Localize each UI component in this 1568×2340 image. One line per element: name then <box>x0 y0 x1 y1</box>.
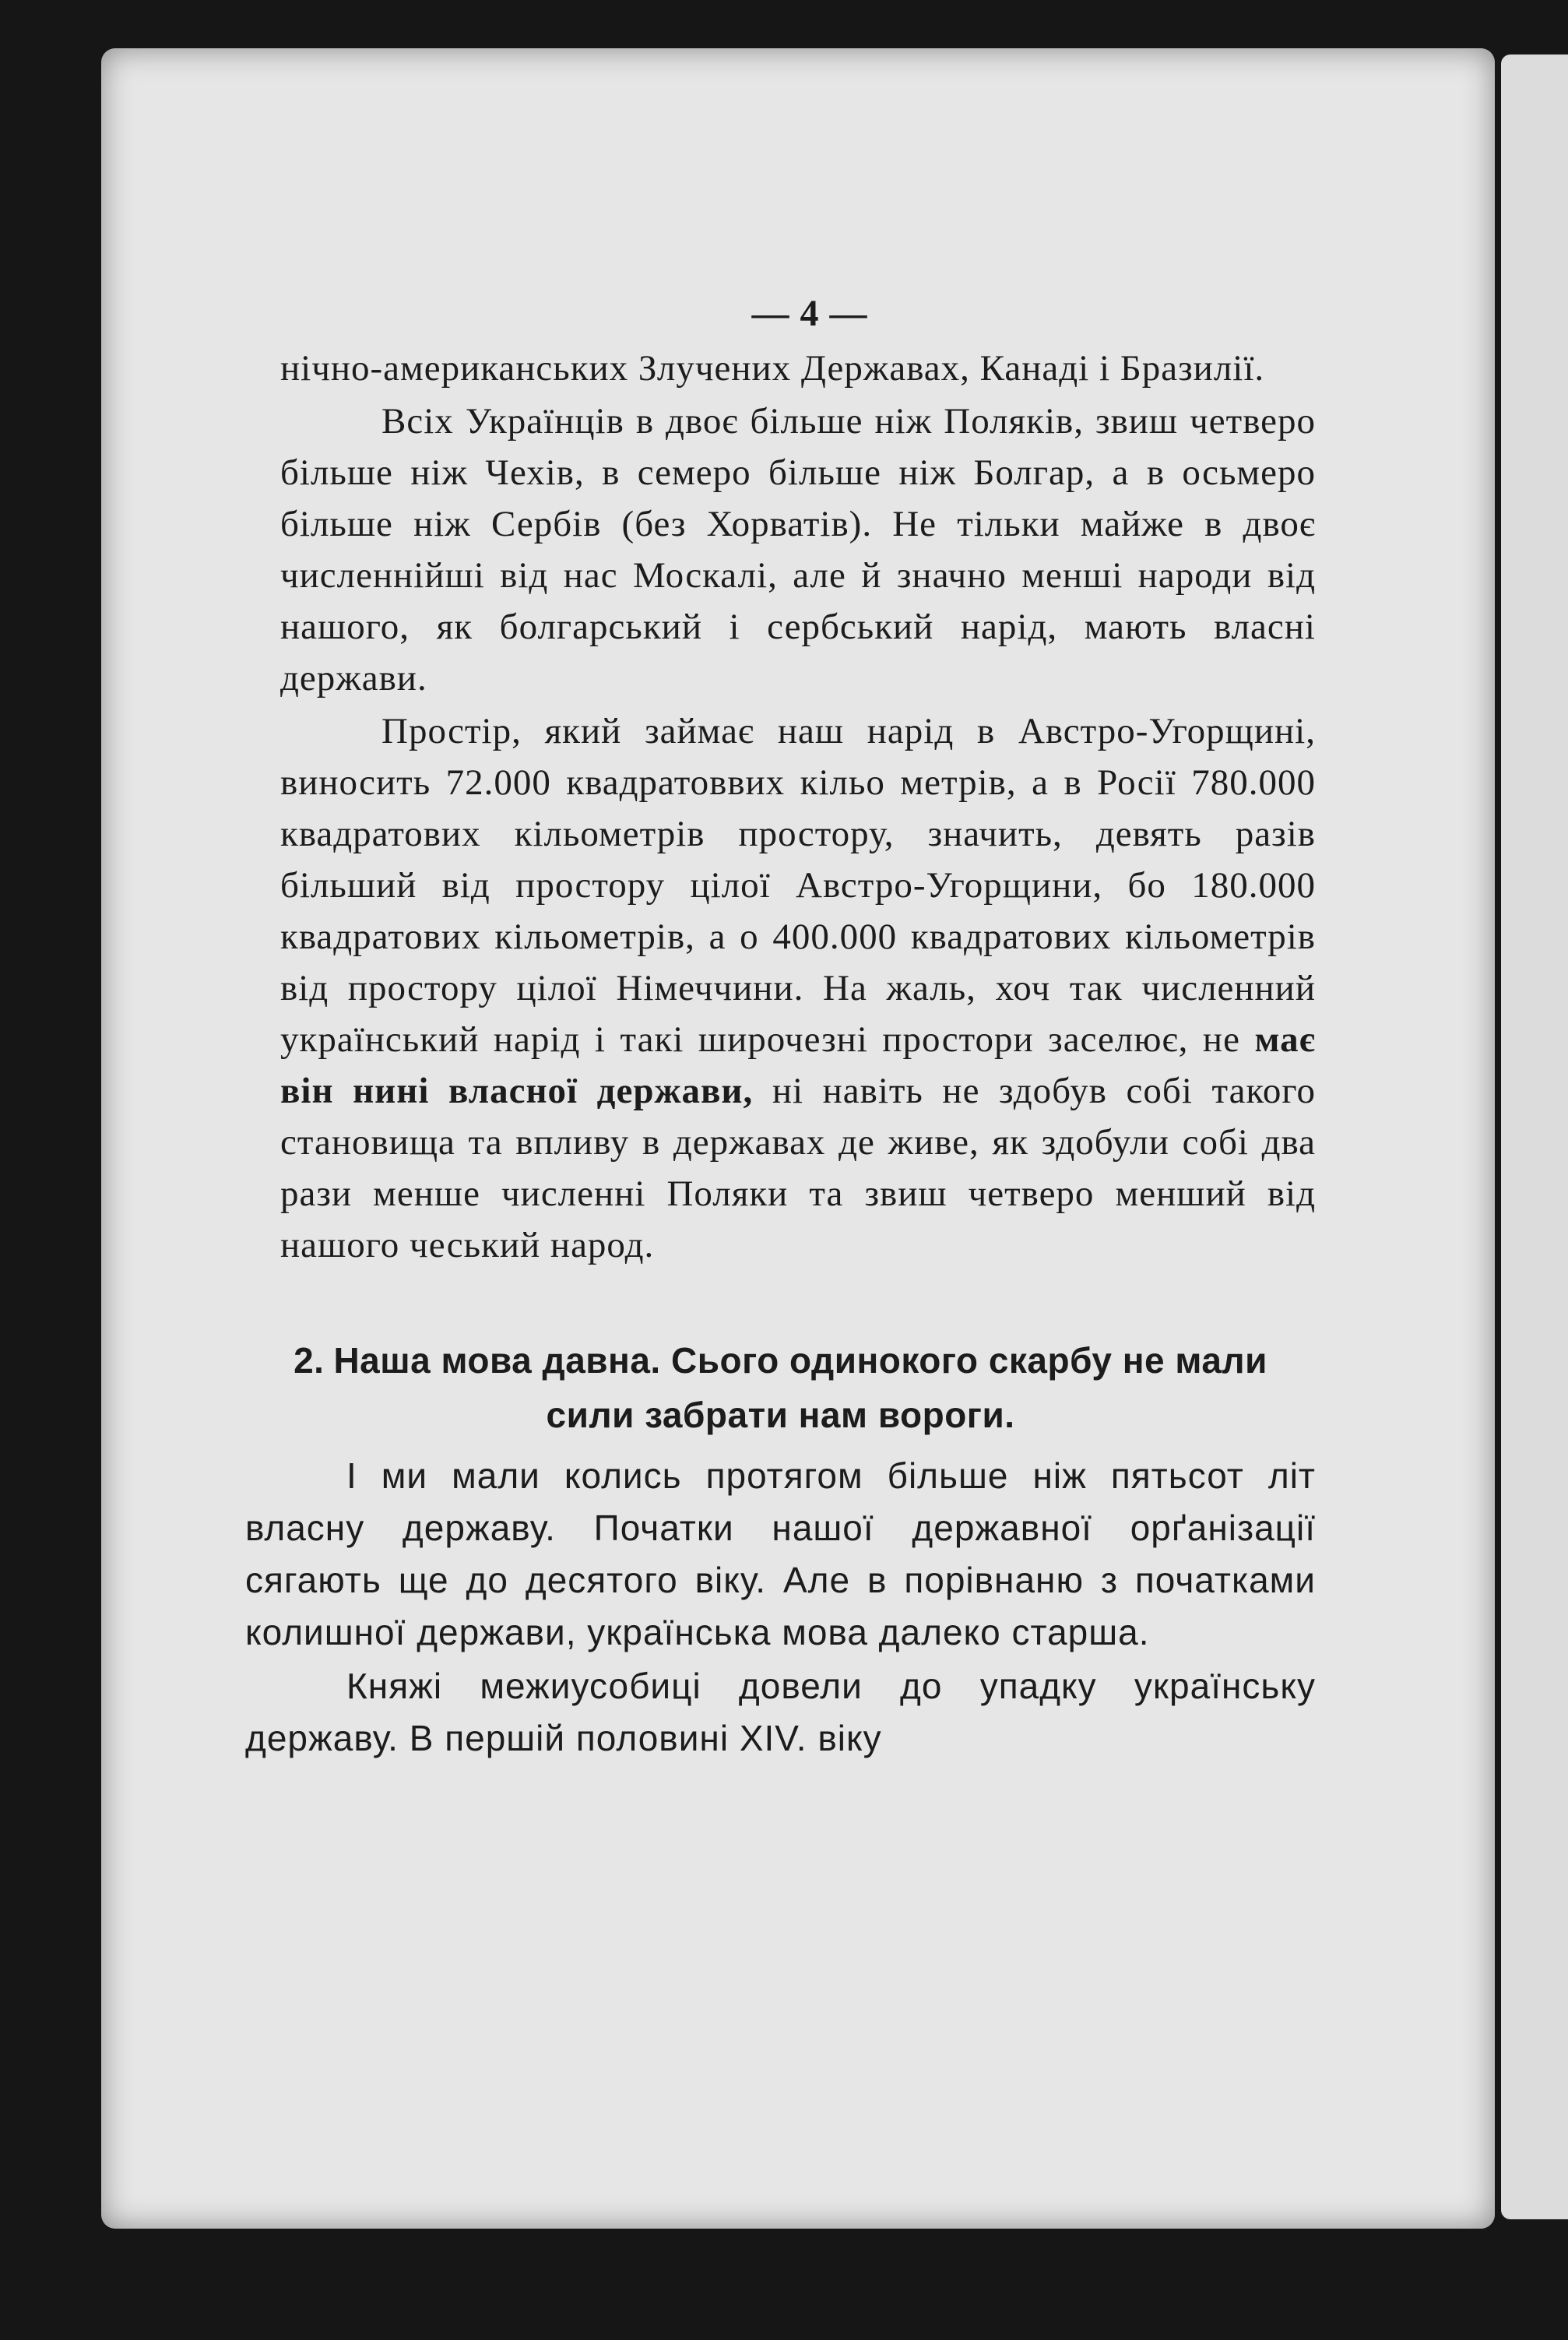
section-title: Наша мова давна. Сього одинокого скарбу не мали сили забрати нам вороги. <box>333 1340 1267 1435</box>
paragraph-3-end: ні навіть не здобув собі такого становища та впливу в державах де живе, як здобули собі два рази менше численні Поляки та звиш четверо менший від нашого чеський народ. <box>280 1071 1316 1265</box>
paragraph-2: Всіх Українців в двоє більше ніж Поляків, звиш четверо більше ніж Чехів, в семеро більше ніж Болгар, а в осьмеро більше ніж Сербів (без Хорватів). Не тільки майже в двоє численнійші від нас Москалі, але й значно менші народи від нашого, як болгарський і сербський нарід, мають власні держави. <box>280 401 1316 698</box>
page-text <box>245 288 1316 1765</box>
section-body <box>245 1450 1316 1765</box>
section-number: 2. <box>294 1340 325 1381</box>
paragraph-3-start: Простір, який займає наш нарід в Австро-Угорщині, виносить 72.000 квадратоввих кільо метрів, а в Росії 780.000 квадратових кільометрів простору, значить, девять разів більший від простору цілої Австро-Угорщини, бо 180.000 квадратових кільометрів, а о 400.000 квадратових кільометрів від простору цілої Німеччини. На жаль, хоч так численний український нарід і такі широчезні простори заселює, не <box>280 711 1316 1060</box>
paragraph-3 <box>280 706 1316 1271</box>
section-paragraph-1: І ми мали колись протягом більше ніж пятьсот літ власну державу. Початки нашої державної орґанізації сягають ще до десятого віку. Але в порівнаню з початками колишної держави, українська мова далеко старша. <box>245 1455 1316 1652</box>
section-paragraph-2: Княжі межиусобиці довели до упадку українську державу. В першій половині XIV. віку <box>245 1666 1316 1758</box>
section-heading <box>245 1333 1316 1442</box>
adjacent-page-edge <box>1501 55 1568 2219</box>
paragraph-3-emphasis: має він нині власної держави, <box>280 1019 1316 1111</box>
paragraph-1: нічно-американських Злучених Державах, Канаді і Бразилії. <box>280 348 1265 389</box>
page-number: — 4 — <box>751 293 868 334</box>
